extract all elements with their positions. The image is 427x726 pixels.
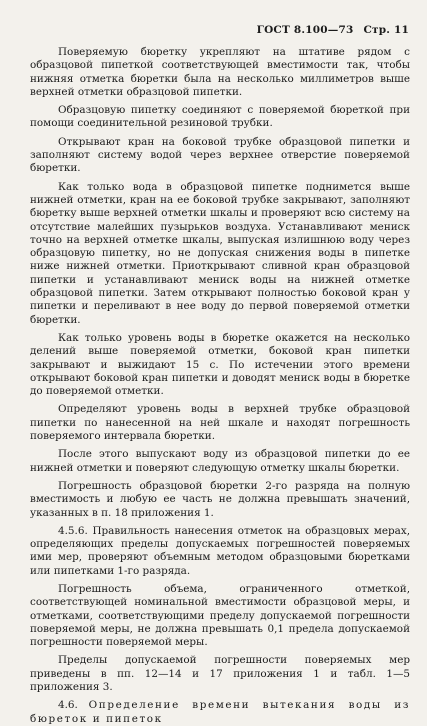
paragraph: Поверяемую бюретку укрепляют на штативе рядом с образцовой пипеткой соответствующей вместимости так, чтобы нижняя отметка бюретки была на несколько миллиметров выше верхней отметки образцовой пипетки.	[30, 46, 410, 98]
paragraph: 4.5.6. Правильность нанесения отметок на образцовых мерах, определяющих пределы допускаемых погрешностей поверяемых ими мер, проверяют объемным методом образцовыми бюретками или пипетками 1-го разряда.	[30, 524, 410, 577]
page-header	[257, 24, 409, 36]
document-body	[30, 46, 410, 726]
paragraph: Пределы допускаемой погрешности поверяемых мер приведены в пп. 12—14 и 17 приложения 1 и табл. 1—5 приложения 3.	[30, 654, 410, 694]
paragraph: Как только уровень воды в бюретке окажется на несколько делений выше поверяемой отметки, боковой кран пипетки закрывают и выжидают 15 с. По истечении этого времени открывают боковой кран пипетки и доводят мениск воды в бюретке до поверяемой отметки.	[30, 331, 410, 398]
section-number: 4.6.	[58, 699, 78, 712]
paragraph: Погрешность образцовой бюретки 2-го разряда на полную вместимость и любую ее часть не должна превышать значений, указанных в п. 18 приложения 1.	[30, 479, 410, 519]
paragraph: Определяют уровень воды в верхней трубке образцовой пипетки по нанесенной на ней шкале и находят погрешность поверяемого интервала бюретки.	[30, 403, 410, 443]
page-number: Стр. 11	[363, 24, 409, 36]
paragraph: Образцовую пипетку соединяют с поверяемой бюреткой при помощи соединительной резиновой трубки.	[30, 104, 410, 130]
paragraph: Погрешность объема, ограниченного отметкой, соответствующей номинальной вместимости образцовой меры, и отметками, соответствующими пределу допускаемой погрешности поверяемой меры, не должна превышать 0,1 предела допускаемой погрешности поверяемой меры.	[30, 582, 410, 649]
paragraph: После этого выпускают воду из образцовой пипетки до ее нижней отметки и поверяют следующую отметку шкалы бюретки.	[30, 448, 410, 474]
section-heading	[30, 699, 410, 726]
paragraph: Открывают кран на боковой трубке образцовой пипетки и заполняют систему водой через верхнее отверстие поверяемой бюретки.	[30, 135, 410, 175]
paragraph: Как только вода в образцовой пипетке поднимется выше нижней отметки, кран на ее боковой трубке закрывают, заполняют бюретку выше верхней отметки шкалы и проверяют всю систему на отсутствие малейших пузырьков воздуха. Устанавливают мениск точно на верхней отметке шкалы, выпуская излишнюю воду через образцовую пипетку, но не допуская снижения воды в пипетке ниже нижней отметки. Приоткрывают сливной кран образцовой пипетки и устанавливают мениск воды на нижней отметке образцовой пипетки. Затем открывают полностью боковой кран у пипетки и переливают в нее воду до первой поверяемой отметки бюретки.	[30, 180, 410, 326]
section-title: Определение времени вытекания воды из бюреток и пипеток	[30, 699, 410, 725]
standard-number: ГОСТ 8.100—73	[256, 24, 354, 36]
